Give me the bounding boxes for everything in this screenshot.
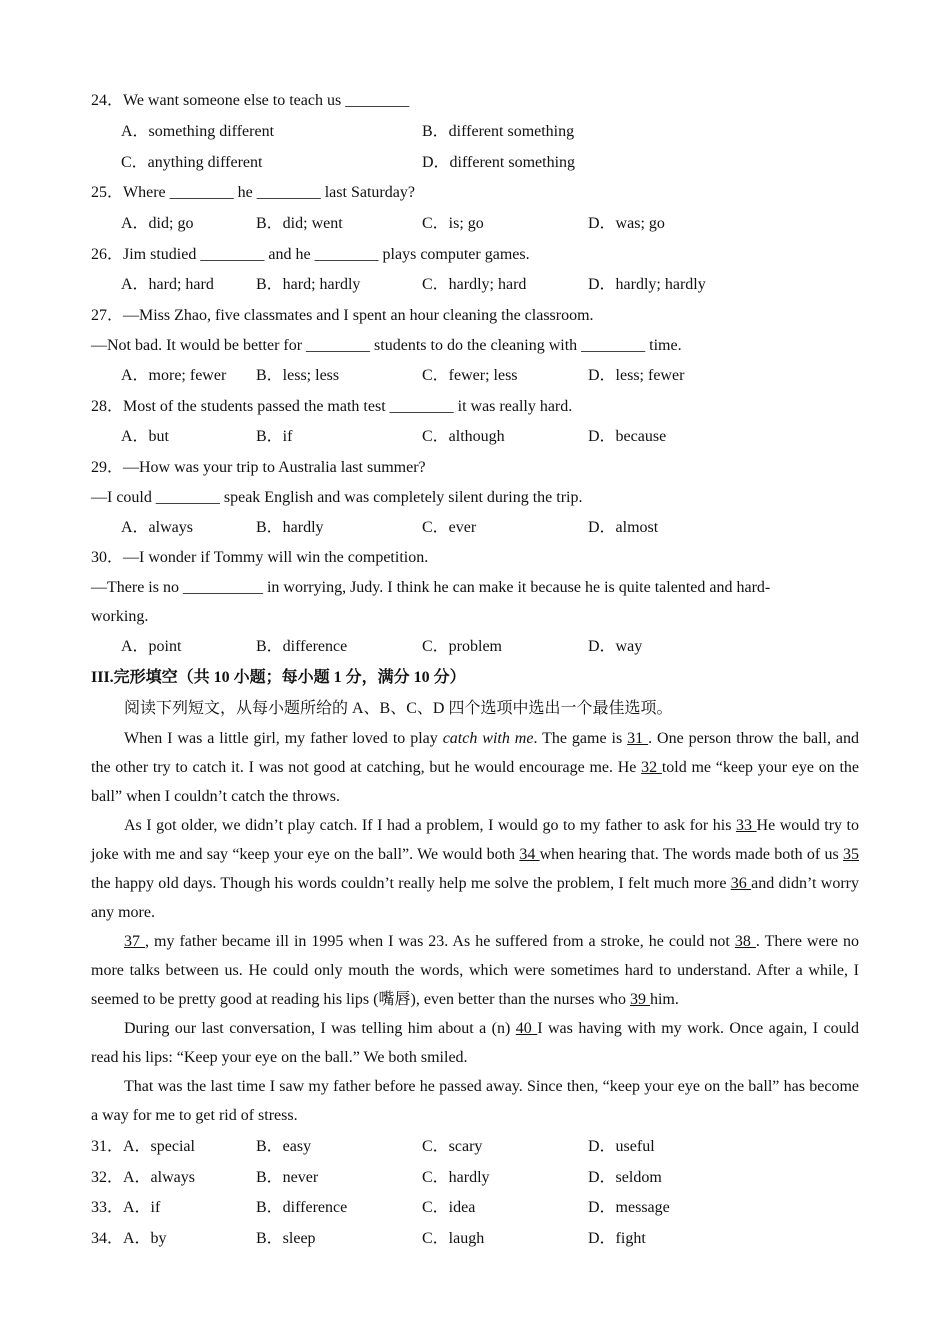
text: . One person throw the ball, and the other try to catch it. I was not good at catching, but he would encourage me. He (91, 730, 860, 776)
question-30-option-d: D．way (588, 638, 643, 655)
cloze-passage (91, 724, 859, 1130)
text: During our last conversation, I was telling him about a (n) (124, 1020, 516, 1037)
question-26-option-c: C．hardly; hard (422, 276, 527, 293)
question-24-option-d: D．different something (422, 154, 576, 171)
text: told me “keep your eye on the ball” when I couldn’t catch the throws. (91, 759, 859, 805)
question-29-option-a: A．always (121, 519, 193, 536)
cloze-31-option-b: B．easy (256, 1138, 312, 1155)
question-24-option-b: B．different something (422, 123, 575, 140)
text: I was having with my work. Once again, I could read his lips: “Keep your eye on the ball.” We both smiled. (91, 1020, 860, 1066)
text: when hearing that. The words made both of us (539, 846, 844, 863)
blank-33: 33 (736, 817, 757, 834)
blank-32: 32 (641, 759, 662, 776)
question-28-option-d: D．because (588, 428, 667, 445)
section-3-instruction: 阅读下列短文，从每小题所给的 A、B、C、D 四个选项中选出一个最佳选项。 (124, 700, 673, 717)
question-26-stem: 26．Jim studied ________ and he ________ plays computer games. (91, 246, 530, 263)
text: . The game is (533, 730, 628, 747)
question-25-option-a: A．did; go (121, 215, 194, 232)
question-28-option-a: A．but (121, 428, 170, 445)
question-26-option-a: A．hard; hard (121, 276, 214, 293)
cloze-32-option-b: B．never (256, 1169, 319, 1186)
cloze-32-option-c: C．hardly (422, 1169, 490, 1186)
text: When I was a little girl, my father loved to play (124, 730, 443, 747)
question-27-stem: 27．—Miss Zhao, five classmates and I spent an hour cleaning the classroom. (91, 307, 594, 324)
cloze-paragraph-1 (91, 724, 859, 811)
cloze-paragraph-2 (91, 811, 859, 927)
blank-40: 40 (515, 1020, 538, 1037)
question-24-stem: 24．We want someone else to teach us ________ (91, 92, 410, 109)
cloze-32-option-d: D．seldom (588, 1169, 662, 1186)
italic-text: catch with me (442, 730, 534, 747)
cloze-33-option-a: 33．A．if (91, 1199, 161, 1216)
cloze-33-option-c: C．idea (422, 1199, 476, 1216)
blank-38: 38 (734, 933, 756, 950)
question-27-option-a: A．more; fewer (121, 367, 227, 384)
question-29-option-b: B．hardly (256, 519, 324, 536)
text: , my father became ill in 1995 when I was 23. As he suffered from a stroke, he could not (145, 933, 735, 950)
section-3-heading: III.完形填空（共 10 小题；每小题 1 分，满分 10 分） (91, 669, 466, 686)
text: That was the last time I saw my father before he passed away. Since then, “keep your eye on the ball” has become a way for me to get rid of stress. (91, 1078, 859, 1124)
blank-39: 39 (629, 991, 650, 1008)
question-29-option-c: C．ever (422, 519, 477, 536)
cloze-33-option-b: B．difference (256, 1199, 348, 1216)
question-28-option-b: B．if (256, 428, 293, 445)
text: As I got older, we didn’t play catch. If I had a problem, I would go to my father to ask for his (124, 817, 736, 834)
question-27-stem-reply: —Not bad. It would be better for ________ students to do the cleaning with ________ time. (91, 337, 682, 354)
question-25-option-c: C．is; go (422, 215, 484, 232)
blank-37: 37 (124, 933, 146, 950)
question-28-option-c: C．although (422, 428, 505, 445)
question-28-stem: 28．Most of the students passed the math test ________ it was really hard. (91, 398, 573, 415)
question-29-stem-reply: —I could ________ speak English and was completely silent during the trip. (91, 489, 583, 506)
question-25-option-b: B．did; went (256, 215, 343, 232)
question-30-option-b: B．difference (256, 638, 348, 655)
blank-31: 31 (627, 730, 649, 747)
cloze-paragraph-5 (91, 1072, 859, 1130)
question-25-stem: 25．Where ________ he ________ last Saturday? (91, 184, 415, 201)
cloze-paragraph-3 (91, 927, 859, 1014)
question-25-option-d: D．was; go (588, 215, 665, 232)
text: him. (649, 991, 679, 1008)
cloze-34-option-c: C．laugh (422, 1230, 485, 1247)
question-27-option-c: C．fewer; less (422, 367, 518, 384)
cloze-31-option-c: C．scary (422, 1138, 483, 1155)
cloze-31-option-d: D．useful (588, 1138, 655, 1155)
cloze-34-option-a: 34．A．by (91, 1230, 167, 1247)
text: and didn’t worry any more. (91, 875, 859, 921)
text: He would try to joke with me and say “keep your eye on the ball”. We would both (91, 817, 859, 863)
blank-36: 36 (730, 875, 752, 892)
cloze-31-option-a: 31．A．special (91, 1138, 195, 1155)
question-27-option-d: D．less; fewer (588, 367, 685, 384)
cloze-32-option-a: 32．A．always (91, 1169, 195, 1186)
cloze-paragraph-4 (91, 1014, 859, 1072)
question-26-option-d: D．hardly; hardly (588, 276, 706, 293)
text: . There were no more talks between us. He could only mouth the words, which were sometimes hard to understand. After a while, I seemed to be pretty good at reading his lips (嘴唇), even better than the nurses who (91, 933, 860, 1008)
question-30-option-c: C．problem (422, 638, 502, 655)
question-24-option-c: C．anything different (121, 154, 263, 171)
cloze-33-option-d: D．message (588, 1199, 670, 1216)
question-29-stem: 29．—How was your trip to Australia last summer? (91, 459, 426, 476)
blank-35: 35 (843, 846, 860, 863)
blank-34: 34 (519, 846, 540, 863)
question-27-option-b: B．less; less (256, 367, 340, 384)
question-30-stem-reply-cont: working. (91, 608, 149, 625)
question-30-option-a: A．point (121, 638, 182, 655)
question-30-stem-reply: —There is no __________ in worrying, Judy. I think he can make it because he is quite talented and hard- (91, 579, 771, 596)
cloze-34-option-d: D．fight (588, 1230, 646, 1247)
question-24-option-a: A．something different (121, 123, 275, 140)
question-29-option-d: D．almost (588, 519, 659, 536)
question-30-stem: 30．—I wonder if Tommy will win the competition. (91, 549, 429, 566)
text: the happy old days. Though his words couldn’t really help me solve the problem, I felt much more (91, 875, 731, 892)
question-26-option-b: B．hard; hardly (256, 276, 361, 293)
cloze-34-option-b: B．sleep (256, 1230, 316, 1247)
